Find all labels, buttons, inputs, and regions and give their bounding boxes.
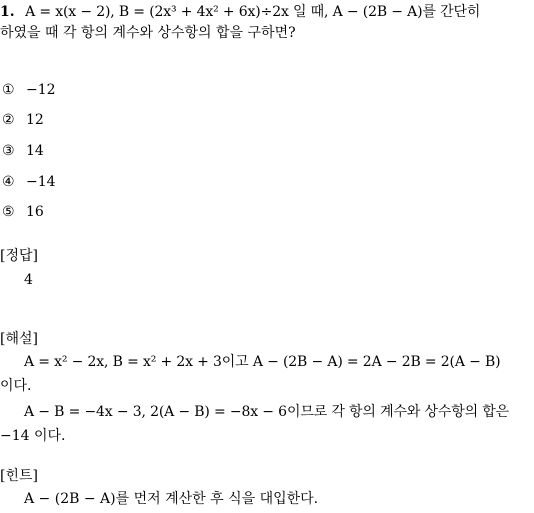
choice-3-text: 14 <box>26 143 44 159</box>
choice-5[interactable] <box>2 202 44 222</box>
answer-value: 4 <box>24 272 33 288</box>
question-line-2: 하였을 때 각 항의 계수와 상수항의 합을 구하면? <box>0 25 296 41</box>
choice-4-text: −14 <box>26 174 56 190</box>
choice-3-mark: ③ <box>2 143 15 159</box>
solution-line-3: A − B = −4x − 3, 2(A − B) = −8x − 6이므로 각 항의 계수와 상수항의 합은 <box>24 404 510 420</box>
choice-4-mark: ④ <box>2 174 15 190</box>
solution-line-4: −14 이다. <box>0 428 66 444</box>
choice-5-text: 16 <box>26 204 44 220</box>
choice-3[interactable] <box>2 141 44 161</box>
choice-2-text: 12 <box>26 112 44 128</box>
question-text-1: A = x(x − 2), B = (2x³ + 4x² + 6x)÷2x 일 때, A − (2B − A)를 간단히 <box>25 4 481 20</box>
choice-1-mark: ① <box>2 82 15 98</box>
choice-5-mark: ⑤ <box>2 204 15 220</box>
choice-1-text: −12 <box>26 82 56 98</box>
solution-line-2: 이다. <box>0 378 32 394</box>
choice-4[interactable] <box>2 172 56 192</box>
question-number: 1. <box>0 4 15 20</box>
hint-label: [힌트] <box>0 468 38 484</box>
choice-2[interactable] <box>2 110 44 130</box>
hint-line-1: A − (2B − A)를 먼저 계산한 후 식을 대입한다. <box>24 491 319 507</box>
solution-label: [해설] <box>0 331 38 347</box>
question-line-1 <box>0 2 480 22</box>
choice-1[interactable] <box>2 80 56 100</box>
solution-line-1: A = x² − 2x, B = x² + 2x + 3이고 A − (2B − A) = 2A − 2B = 2(A − B) <box>24 354 501 370</box>
choice-2-mark: ② <box>2 112 15 128</box>
answer-label: [정답] <box>0 248 38 264</box>
